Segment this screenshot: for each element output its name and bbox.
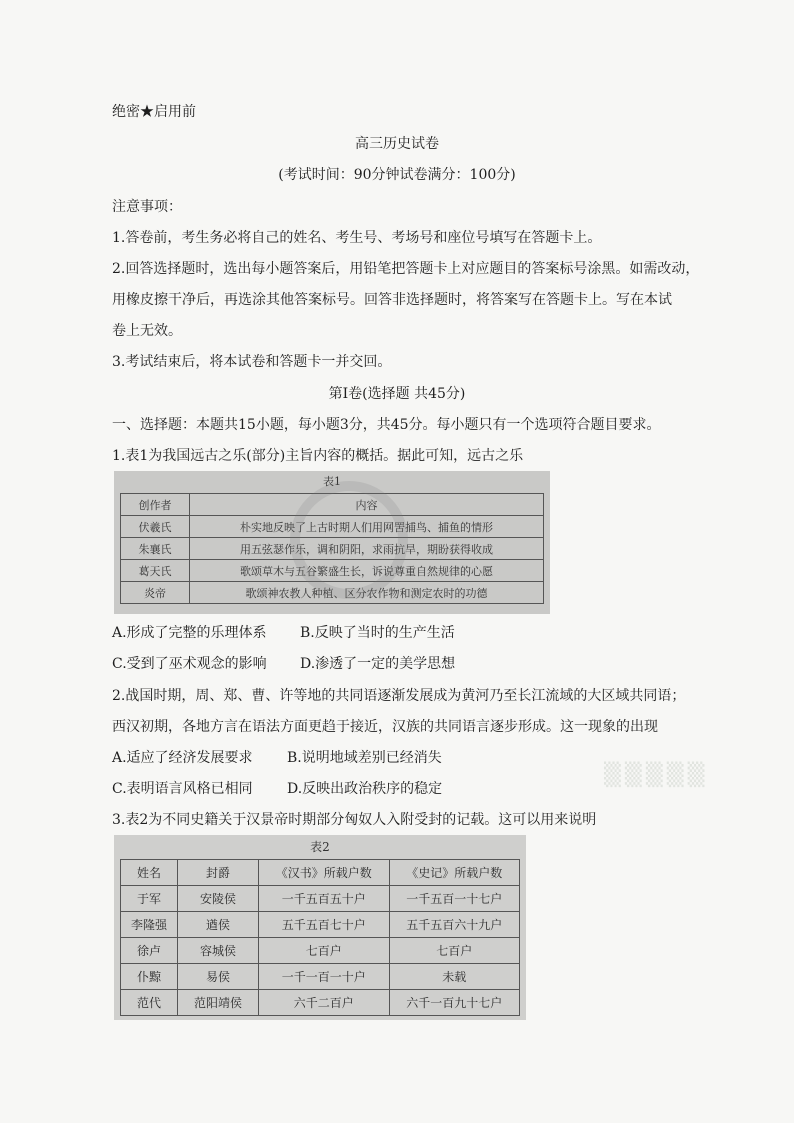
table-cell: 徐卢 — [121, 938, 178, 964]
section-instructions: 一、选择题：本题共15小题，每小题3分，共45分。每小题只有一个选项符合题目要求。 — [112, 417, 661, 433]
table-header-cell: 《史记》所载户数 — [389, 860, 520, 886]
notes-heading: 注意事项： — [112, 199, 182, 215]
table-header-cell: 创作者 — [121, 494, 190, 516]
table-2 — [114, 835, 526, 1020]
note-line: 2.回答选择题时，选出每小题答案后，用铅笔把答题卡上对应题目的答案标号涂黑。如需改动， — [112, 261, 700, 277]
table-cell: 于军 — [121, 886, 178, 912]
table-cell: 五千五百六十九户 — [389, 912, 520, 938]
question-1-stem: 1.表1为我国远古之乐(部分)主旨内容的概括。据此可知，远古之乐 — [112, 448, 524, 464]
q1-option-d: D.渗透了一定的美学思想 — [300, 656, 456, 672]
watermark-graphic: ▒▒▒▒▒ — [604, 763, 709, 788]
q2-option-d: D.反映出政治秩序的稳定 — [287, 781, 443, 797]
table-cell: 五千五百七十户 — [259, 912, 390, 938]
table-row — [121, 964, 520, 990]
table-cell: 七百户 — [389, 938, 520, 964]
question-3-stem: 3.表2为不同史籍关于汉景帝时期部分匈奴人入附受封的记载。这可以用来说明 — [112, 812, 597, 828]
section-title: 第Ⅰ卷(选择题 共45分) — [328, 386, 466, 402]
page-title: 高三历史试卷 — [355, 136, 439, 152]
exam-subtitle: (考试时间：90分钟试卷满分：100分) — [278, 167, 516, 183]
table-1-caption: 表1 — [323, 475, 341, 488]
note-line: 3.考试结束后，将本试卷和答题卡一并交回。 — [112, 354, 392, 370]
confidential-label: 绝密★启用前 — [112, 104, 196, 120]
table-2-grid — [120, 859, 520, 1016]
table-cell: 仆黥 — [121, 964, 178, 990]
table-cell: 炎帝 — [121, 582, 190, 604]
table-cell: 范阳靖侯 — [178, 990, 259, 1016]
table-header-cell: 内容 — [190, 494, 544, 516]
q2-option-b: B.说明地域差别已经消失 — [287, 750, 442, 766]
table-row — [121, 990, 520, 1016]
note-line: 卷上无效。 — [112, 323, 182, 339]
table-row — [121, 938, 520, 964]
table-cell: 遒侯 — [178, 912, 259, 938]
table-cell: 一千一百一十户 — [259, 964, 390, 990]
q1-option-c: C.受到了巫术观念的影响 — [112, 656, 267, 672]
table-cell: 未载 — [389, 964, 520, 990]
table-cell: 易侯 — [178, 964, 259, 990]
table-cell: 朱襄氏 — [121, 538, 190, 560]
note-line: 1.答卷前，考生务必将自己的姓名、考生号、考场号和座位号填写在答题卡上。 — [112, 230, 602, 246]
table-cell: 六千一百九十七户 — [389, 990, 520, 1016]
table-cell: 朴实地反映了上古时期人们用网罟捕鸟、捕鱼的情形 — [190, 516, 544, 538]
table-cell: 一千五百一十七户 — [389, 886, 520, 912]
table-header-cell: 《汉书》所载户数 — [259, 860, 390, 886]
q1-option-b: B.反映了当时的生产生活 — [300, 625, 455, 641]
table-row — [121, 912, 520, 938]
table-cell: 安陵侯 — [178, 886, 259, 912]
q2-option-c: C.表明语言风格已相同 — [112, 781, 253, 797]
table-header-cell: 封爵 — [178, 860, 259, 886]
table-cell: 用五弦瑟作乐，调和阴阳，求雨抗旱，期盼获得收成 — [190, 538, 544, 560]
table-1 — [114, 471, 550, 614]
table-cell: 容城侯 — [178, 938, 259, 964]
question-2-stem: 2.战国时期，周、郑、曹、许等地的共同语逐渐发展成为黄河乃至长江流域的大区域共同语； — [112, 688, 686, 704]
table-cell: 李隆强 — [121, 912, 178, 938]
table-cell: 七百户 — [259, 938, 390, 964]
table-cell: 歌颂神农教人种植、区分农作物和测定农时的功德 — [190, 582, 544, 604]
table-cell: 范代 — [121, 990, 178, 1016]
q1-option-a: A.形成了完整的乐理体系 — [112, 625, 267, 641]
q2-option-a: A.适应了经济发展要求 — [112, 750, 253, 766]
table-header-row — [121, 860, 520, 886]
table-header-cell: 姓名 — [121, 860, 178, 886]
table-cell: 葛天氏 — [121, 560, 190, 582]
note-line: 用橡皮擦干净后，再选涂其他答案标号。回答非选择题时，将答案写在答题卡上。写在本试 — [112, 292, 672, 308]
table-cell: 六千二百户 — [259, 990, 390, 1016]
table-cell: 伏羲氏 — [121, 516, 190, 538]
table-cell: 一千五百五十户 — [259, 886, 390, 912]
table-row — [121, 886, 520, 912]
table-cell: 歌颂草木与五谷繁盛生长，诉说尊重自然规律的心愿 — [190, 560, 544, 582]
question-2-stem: 西汉初期，各地方言在语法方面更趋于接近，汉族的共同语言逐步形成。这一现象的出现 — [112, 719, 658, 735]
watermark-emblem — [290, 481, 408, 599]
table-2-caption: 表2 — [310, 840, 330, 854]
